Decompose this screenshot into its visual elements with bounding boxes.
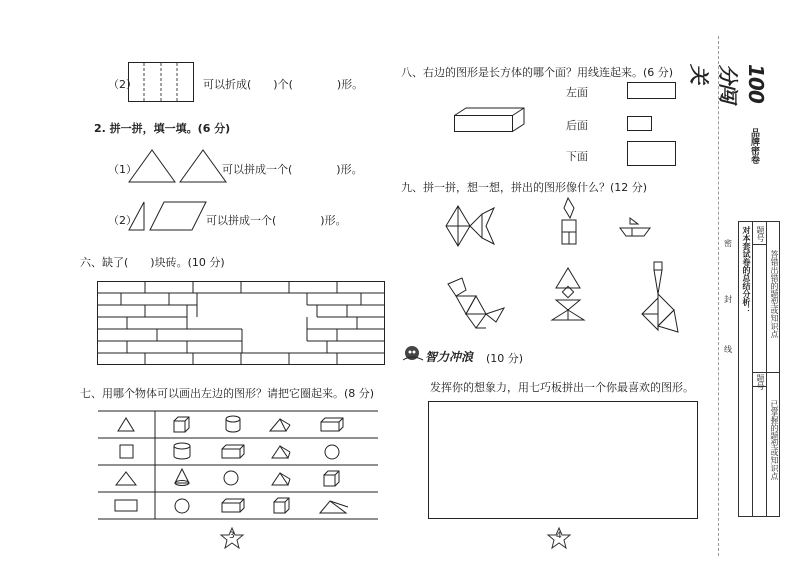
page-number-3: 3: [229, 531, 235, 541]
binding-line: [718, 36, 720, 556]
face-shape-long-rectangle: [627, 82, 676, 99]
tangram-person-figure: [548, 268, 588, 322]
face-label-left: 左面: [566, 86, 588, 99]
two-triangles-figure: [128, 148, 228, 184]
tangram-bird-figure: [640, 260, 680, 334]
summary-top-mistakes: 答错出错的题型或知识点: [770, 250, 779, 338]
challenge-score: (10 分): [486, 352, 524, 365]
challenge-prompt: 发挥你的想象力，用七巧板拼出一个你最喜欢的图形。: [430, 381, 694, 394]
q8-title: 八、右边的图形是长方体的哪个面？用线连起来。(6 分): [401, 66, 674, 79]
tangram-candle-figure: [558, 198, 582, 248]
face-label-bottom: 下面: [566, 150, 588, 163]
brand-subtitle: 品牌密卷: [749, 128, 759, 164]
seal-char-3: 线: [724, 345, 732, 354]
challenge-label: 智力冲浪: [425, 350, 474, 364]
seal-char-2: 封: [724, 295, 732, 304]
q2-row1-number: （1）: [108, 163, 137, 176]
drawing-answer-box[interactable]: [428, 401, 698, 519]
summary-top-question-number: 题号: [756, 226, 765, 242]
brand-logo: 100分闯关: [687, 64, 768, 103]
brick-wall-figure: [97, 281, 385, 365]
face-shape-large-rectangle: [627, 141, 676, 166]
seal-char-1: 密: [724, 239, 732, 248]
summary-bottom-mastered: 已掌握的题型或知识点: [770, 400, 779, 480]
q2-row2-text: 可以拼成一个( )形。: [206, 214, 347, 227]
face-shape-small-rectangle: [627, 116, 652, 131]
triangle-parallelogram-figure: [128, 200, 208, 232]
summary-table: [738, 221, 780, 517]
fold-item-number: （2）: [108, 78, 137, 91]
q6-title: 六、缺了( )块砖。(10 分): [80, 256, 225, 269]
q9-title: 九、拼一拼，想一想，拼出的图形像什么？(12 分): [401, 181, 648, 194]
tangram-boat-figure: [618, 218, 652, 238]
q7-title: 七、用哪个物体可以画出左边的图形？请把它圈起来。(8 分): [80, 387, 375, 400]
face-label-back: 后面: [566, 119, 588, 132]
q2-row2-number: （2）: [108, 214, 137, 227]
solids-table: [98, 411, 378, 521]
fold-question-text: 可以折成( )个( )形。: [203, 78, 364, 91]
cuboid-figure: [454, 107, 526, 133]
tangram-fish-figure: [446, 206, 494, 248]
q2-title: 2. 拼一拼，填一填。(6 分): [94, 122, 231, 135]
summary-title: 对本套试卷的总结分析：: [742, 226, 751, 314]
page-number-4: 4: [556, 531, 562, 541]
fold-rectangle-figure: [128, 62, 194, 102]
q2-row1-text: 可以拼成一个( )形。: [222, 163, 363, 176]
summary-bottom-question-number: 题号: [756, 374, 765, 390]
tangram-cat-figure: [446, 276, 506, 332]
challenge-mascot-icon: [402, 344, 424, 362]
